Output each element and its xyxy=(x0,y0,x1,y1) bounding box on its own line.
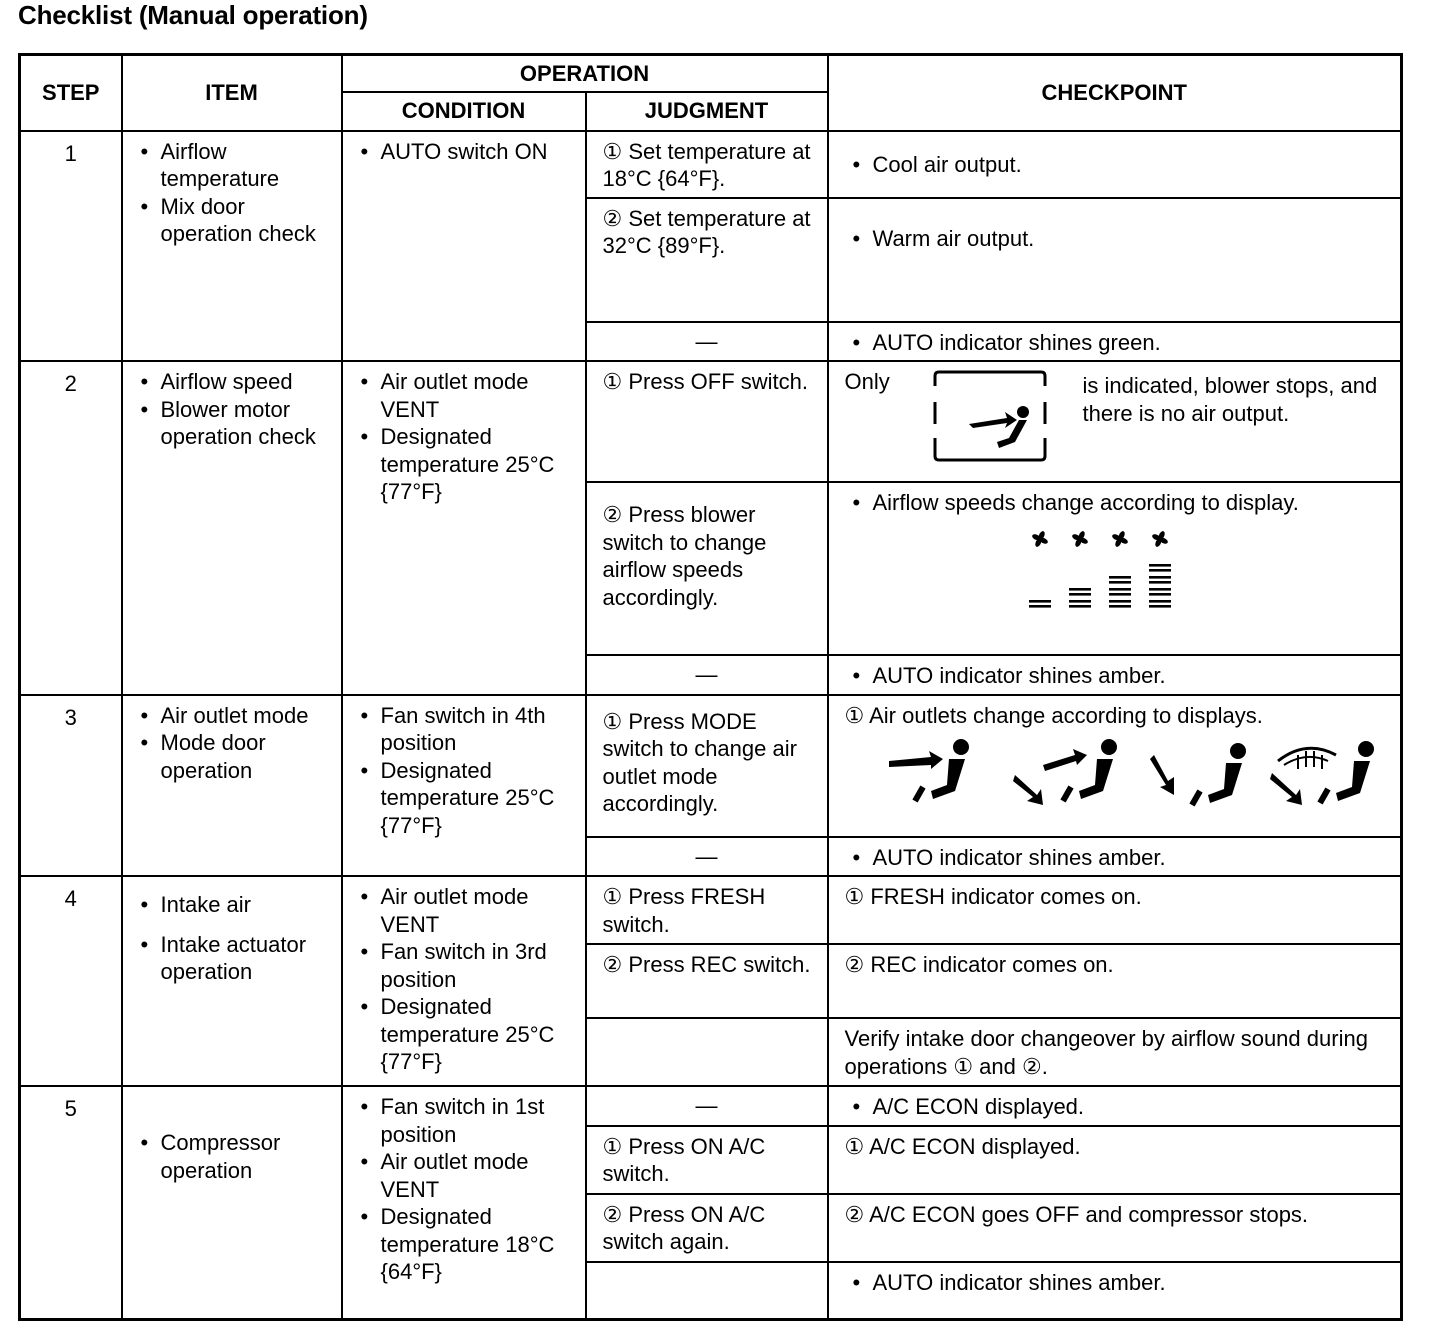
checkpoint-cell xyxy=(828,1018,1402,1086)
header-step: STEP xyxy=(20,55,122,131)
judgment-text: ② Press ON A/C switch again. xyxy=(602,1201,766,1254)
defrost-heat-mode-icon xyxy=(1270,739,1382,813)
checkpoint-cell xyxy=(828,1126,1402,1194)
checkpoint-cell xyxy=(828,655,1402,695)
table-row xyxy=(20,695,1402,837)
fan-bar xyxy=(1109,593,1131,596)
checkpoint-text: ① FRESH indicator comes on. xyxy=(844,884,1142,909)
fan-bar xyxy=(1069,600,1091,603)
checkpoint-text: • AUTO indicator shines amber. xyxy=(851,1269,1393,1297)
heat-mode-icon xyxy=(1142,739,1254,813)
checkpoint-text: • A/C ECON displayed. xyxy=(851,1093,1393,1121)
checkpoint-cell xyxy=(828,837,1402,877)
table-row xyxy=(20,1086,1402,1126)
bi-level-mode-icon xyxy=(1013,739,1125,813)
fan-bar xyxy=(1109,588,1131,591)
judgment-text: ① Press MODE switch to change air outlet mode accordingly. xyxy=(602,708,797,816)
judgment-text: ② Press blower switch to change airflow speeds accordingly. xyxy=(602,502,767,610)
fan-bar xyxy=(1109,600,1131,603)
judgment-text: ② Press REC switch. xyxy=(602,952,811,977)
judgment-dash: — xyxy=(586,1086,828,1126)
fan-bar xyxy=(1149,576,1171,579)
judgment-dash: — xyxy=(586,655,828,695)
checkpoint-cell xyxy=(828,198,1402,322)
page-title: Checklist (Manual operation) xyxy=(18,0,368,30)
step-number: 3 xyxy=(20,695,122,877)
checkpoint-text: • Cool air output. xyxy=(851,151,1393,179)
step-number: 2 xyxy=(20,361,122,695)
fan-bar xyxy=(1109,576,1131,579)
fan-level-1-icon xyxy=(1027,527,1053,611)
checkpoint-cell xyxy=(828,322,1402,362)
judgment-cell xyxy=(586,695,828,837)
checkpoint-cell xyxy=(828,1086,1402,1126)
list-item: • Mode door operation xyxy=(139,729,333,784)
fan-bar xyxy=(1109,605,1131,608)
judgment-dash: — xyxy=(586,322,828,362)
checkpoint-cell xyxy=(828,695,1402,837)
fan-bar xyxy=(1109,581,1131,584)
judgment-text: ① Press OFF switch. xyxy=(602,369,809,394)
list-item: • Airflow temperature xyxy=(139,138,333,193)
air-outlet-modes xyxy=(885,739,1383,813)
list-item: • Air outlet mode VENT xyxy=(359,1148,577,1203)
step-number: 4 xyxy=(20,876,122,1086)
step-number: 5 xyxy=(20,1086,122,1320)
checkpoint-text: • AUTO indicator shines amber. xyxy=(851,662,1393,690)
fan-bar xyxy=(1149,564,1171,567)
checkpoint-cell xyxy=(828,876,1402,944)
table-row xyxy=(20,876,1402,944)
step-conditions xyxy=(342,131,586,362)
fan-bar xyxy=(1069,605,1091,608)
fan-bar xyxy=(1149,600,1171,603)
list-item: • Air outlet mode VENT xyxy=(359,883,577,938)
fan-bar xyxy=(1149,581,1171,584)
header-judgment: JUDGMENT xyxy=(586,92,828,131)
list-item: • Fan switch in 1st position xyxy=(359,1093,577,1148)
judgment-cell xyxy=(586,1126,828,1194)
checkpoint-text: is indicated, blower stops, and there is no air output. xyxy=(1082,373,1378,426)
list-item: • Designated temperature 25°C {77°F} xyxy=(359,757,577,840)
judgment-cell xyxy=(586,131,828,198)
fan-level-3-icon xyxy=(1107,527,1133,611)
judgment-text: ① Set temperature at 18°C {64°F}. xyxy=(602,138,811,191)
list-item: • Air outlet mode xyxy=(139,702,333,730)
fan-bar xyxy=(1069,593,1091,596)
list-item: • Fan switch in 4th position xyxy=(359,702,577,757)
step-items xyxy=(122,131,342,362)
judgment-text: ① Press ON A/C switch. xyxy=(602,1133,766,1186)
checkpoint-text: ② REC indicator comes on. xyxy=(844,952,1114,977)
step-conditions xyxy=(342,695,586,877)
judgment-cell xyxy=(586,482,828,655)
checkpoint-text: Verify intake door changeover by airflow sound during operations ① and ②. xyxy=(844,1026,1368,1079)
list-item: • Blower motor operation check xyxy=(139,396,333,451)
vent-display-icon xyxy=(925,368,1055,468)
checkpoint-text: ① Air outlets change according to displays. xyxy=(844,702,1263,728)
fan-bar xyxy=(1149,569,1171,572)
list-item: • Designated temperature 25°C {77°F} xyxy=(359,993,577,1076)
header-checkpoint: CHECKPOINT xyxy=(828,55,1402,131)
checklist-table xyxy=(18,53,1403,1321)
fan-bar xyxy=(1029,600,1051,603)
checkpoint-cell xyxy=(828,944,1402,1018)
step-conditions xyxy=(342,1086,586,1320)
list-item: • Intake air xyxy=(139,891,333,919)
judgment-cell xyxy=(586,876,828,944)
checkpoint-text: ① A/C ECON displayed. xyxy=(844,1133,1081,1159)
header-condition: CONDITION xyxy=(342,92,586,131)
checkpoint-text: ② A/C ECON goes OFF and compressor stops. xyxy=(844,1201,1309,1227)
list-item: • Designated temperature 18°C {64°F} xyxy=(359,1203,577,1286)
list-item: • Compressor operation xyxy=(139,1129,333,1184)
list-item: • Designated temperature 25°C {77°F} xyxy=(359,423,577,506)
header-operation: OPERATION xyxy=(342,55,828,92)
checkpoint-cell xyxy=(828,482,1402,655)
list-item: • Fan switch in 3rd position xyxy=(359,938,577,993)
judgment-dash: — xyxy=(586,837,828,877)
fan-level-4-icon xyxy=(1147,527,1173,611)
fan-bar xyxy=(1069,588,1091,591)
judgment-text: ① Press FRESH switch. xyxy=(602,884,766,937)
judgment-cell xyxy=(586,198,828,322)
table-row xyxy=(20,361,1402,482)
header-item: ITEM xyxy=(122,55,342,131)
step-items xyxy=(122,1086,342,1320)
step-conditions xyxy=(342,876,586,1086)
checkpoint-only-label: Only xyxy=(844,369,890,394)
list-item: • Air outlet mode VENT xyxy=(359,368,577,423)
table-row xyxy=(20,131,1402,198)
checkpoint-text: • Airflow speeds change according to display. xyxy=(851,489,1393,517)
judgment-text: ② Set temperature at 32°C {89°F}. xyxy=(602,205,811,258)
step-items xyxy=(122,695,342,877)
list-item: • Intake actuator operation xyxy=(139,931,333,986)
checkpoint-text: • AUTO indicator shines amber. xyxy=(851,844,1393,872)
judgment-empty xyxy=(586,1262,828,1320)
checkpoint-text: • Warm air output. xyxy=(851,225,1393,253)
step-number: 1 xyxy=(20,131,122,362)
checkpoint-cell xyxy=(828,131,1402,198)
fan-bar xyxy=(1029,605,1051,608)
list-item: • Mix door operation check xyxy=(139,193,333,248)
list-item: • AUTO switch ON xyxy=(359,138,577,166)
list-item: • Airflow speed xyxy=(139,368,333,396)
judgment-cell xyxy=(586,944,828,1018)
checkpoint-text: • AUTO indicator shines green. xyxy=(851,329,1393,357)
judgment-empty xyxy=(586,1018,828,1086)
judgment-cell xyxy=(586,361,828,482)
fan-speed-display xyxy=(1027,527,1393,611)
vent-mode-icon xyxy=(885,739,997,813)
step-conditions xyxy=(342,361,586,695)
checkpoint-cell xyxy=(828,1194,1402,1262)
step-items xyxy=(122,361,342,695)
judgment-cell xyxy=(586,1194,828,1262)
fan-level-2-icon xyxy=(1067,527,1093,611)
checkpoint-cell xyxy=(828,1262,1402,1320)
fan-bar xyxy=(1149,588,1171,591)
step-items xyxy=(122,876,342,1086)
fan-bar xyxy=(1149,605,1171,608)
checkpoint-cell xyxy=(828,361,1402,482)
fan-bar xyxy=(1149,593,1171,596)
